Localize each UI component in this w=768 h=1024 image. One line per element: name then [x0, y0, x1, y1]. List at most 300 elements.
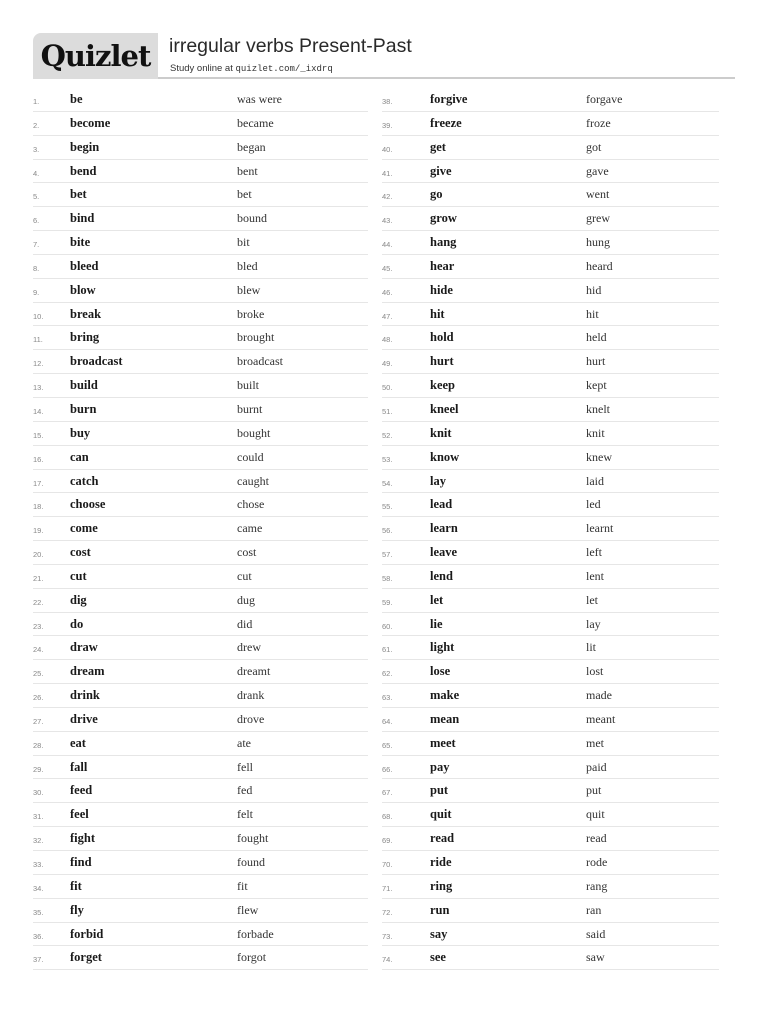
card-definition: bled — [237, 258, 258, 273]
card-number: 17. — [33, 478, 44, 488]
card-row — [382, 231, 719, 255]
card-definition: led — [586, 497, 601, 512]
card-term: eat — [70, 735, 86, 750]
card-definition: heard — [586, 258, 613, 273]
card-term: learn — [430, 521, 458, 536]
card-row — [382, 493, 719, 517]
card-number: 21. — [33, 573, 44, 583]
card-row — [382, 136, 719, 160]
card-definition: fed — [237, 783, 253, 798]
card-definition: put — [586, 783, 602, 798]
card-row — [382, 684, 719, 708]
card-number: 27. — [33, 716, 44, 726]
card-term: bite — [70, 235, 91, 250]
card-number: 29. — [33, 764, 44, 774]
card-number: 59. — [382, 597, 393, 607]
card-row — [33, 899, 368, 923]
card-definition: dreamt — [237, 664, 271, 679]
card-definition: quit — [586, 807, 605, 822]
card-definition: became — [237, 115, 274, 130]
study-link[interactable]: quizlet.com/_ixdrq — [235, 64, 333, 74]
card-number: 2. — [33, 120, 40, 130]
card-number: 52. — [382, 430, 393, 440]
card-row — [33, 803, 368, 827]
card-row — [33, 136, 368, 160]
card-number: 19. — [33, 526, 44, 536]
card-row — [33, 827, 368, 851]
card-number: 9. — [33, 287, 40, 297]
card-number: 70. — [382, 860, 393, 869]
card-row — [33, 660, 368, 684]
card-definition: froze — [586, 115, 611, 130]
card-definition: built — [237, 378, 260, 393]
card-definition: hit — [586, 306, 599, 321]
card-number: 45. — [382, 263, 393, 273]
card-number: 11. — [33, 335, 43, 345]
card-term: pay — [430, 759, 450, 774]
card-term: get — [430, 139, 446, 154]
card-row — [382, 422, 719, 446]
card-row — [33, 708, 368, 732]
card-term: give — [430, 163, 452, 178]
card-row — [382, 613, 719, 637]
card-definition: was were — [237, 92, 282, 106]
card-term: bind — [70, 211, 95, 226]
card-row — [382, 589, 719, 613]
card-number: 53. — [382, 454, 393, 464]
card-definition: rode — [586, 855, 608, 869]
card-term: let — [430, 592, 444, 607]
card-term: come — [70, 521, 98, 536]
card-number: 64. — [382, 716, 393, 726]
card-row — [33, 446, 368, 470]
card-definition: laid — [586, 473, 604, 488]
card-row — [33, 207, 368, 231]
card-definition: said — [586, 926, 606, 941]
card-row — [33, 279, 368, 303]
card-number: 32. — [33, 836, 44, 846]
card-definition: gave — [586, 163, 609, 178]
card-row — [382, 303, 719, 327]
card-number: 72. — [382, 907, 393, 917]
card-number: 57. — [382, 550, 393, 560]
card-term: buy — [70, 425, 91, 440]
card-number: 50. — [382, 383, 393, 393]
card-term: bet — [70, 187, 87, 202]
card-row — [33, 613, 368, 637]
card-row — [382, 446, 719, 470]
card-definition: knelt — [586, 401, 610, 416]
card-number: 1. — [33, 97, 40, 106]
card-number: 31. — [33, 812, 44, 822]
card-row — [382, 875, 719, 899]
card-number: 18. — [33, 502, 44, 512]
card-term: bend — [70, 163, 97, 178]
card-term: put — [430, 783, 449, 798]
card-row — [382, 207, 719, 231]
card-row — [382, 88, 719, 112]
card-number: 42. — [382, 192, 393, 202]
card-number: 3. — [33, 144, 40, 154]
card-row — [33, 88, 368, 112]
card-number: 74. — [382, 955, 393, 965]
card-number: 13. — [33, 383, 44, 393]
card-row — [33, 374, 368, 398]
card-definition: meant — [586, 711, 616, 726]
card-list-left — [33, 88, 368, 970]
card-definition: could — [237, 449, 264, 464]
card-definition: fit — [237, 878, 248, 893]
card-term: lend — [430, 568, 453, 583]
card-row — [33, 946, 368, 970]
card-number: 16. — [33, 454, 44, 464]
card-row — [33, 160, 368, 184]
card-definition: lay — [586, 616, 601, 631]
card-definition: chose — [237, 497, 265, 512]
card-term: feed — [70, 783, 93, 798]
card-list-right — [382, 88, 719, 970]
card-number: 4. — [33, 168, 40, 178]
card-term: go — [430, 187, 443, 202]
card-row — [33, 231, 368, 255]
card-term: break — [70, 306, 102, 321]
card-term: run — [430, 902, 450, 917]
card-term: hit — [430, 306, 445, 321]
card-number: 44. — [382, 240, 393, 250]
card-row — [33, 875, 368, 899]
card-number: 56. — [382, 526, 393, 536]
card-definition: bound — [237, 211, 267, 226]
card-row — [382, 565, 719, 589]
card-definition: made — [586, 688, 612, 703]
card-term: hurt — [430, 354, 454, 369]
card-row — [33, 684, 368, 708]
card-definition: ate — [237, 735, 251, 750]
card-definition: rang — [586, 878, 608, 893]
card-number: 26. — [33, 693, 44, 703]
card-number: 36. — [33, 931, 44, 941]
card-definition: fought — [237, 831, 269, 846]
card-row — [33, 350, 368, 374]
card-number: 28. — [33, 740, 44, 750]
card-row — [382, 851, 719, 875]
card-definition: held — [586, 330, 607, 345]
card-number: 46. — [382, 287, 393, 297]
card-definition: bet — [237, 187, 252, 202]
card-definition: went — [586, 187, 610, 202]
card-term: make — [430, 688, 460, 703]
card-row — [382, 374, 719, 398]
page-subtitle — [170, 63, 333, 74]
card-row — [382, 899, 719, 923]
card-term: mean — [430, 711, 460, 726]
card-term: forbid — [70, 926, 104, 941]
card-definition: bent — [237, 163, 258, 178]
card-number: 54. — [382, 478, 393, 488]
card-number: 63. — [382, 693, 393, 703]
card-term: see — [430, 950, 446, 965]
card-number: 51. — [382, 406, 393, 416]
card-number: 14. — [33, 406, 44, 416]
card-definition: felt — [237, 807, 253, 822]
card-row — [33, 493, 368, 517]
card-row — [382, 923, 719, 947]
card-term: read — [430, 831, 455, 846]
card-term: keep — [430, 378, 455, 393]
card-row — [382, 660, 719, 684]
card-definition: cost — [237, 545, 257, 560]
card-term: can — [70, 449, 89, 464]
card-term: cost — [70, 545, 91, 560]
card-row — [382, 946, 719, 970]
card-row — [33, 636, 368, 660]
card-definition: learnt — [586, 521, 614, 536]
card-definition: saw — [586, 950, 605, 965]
card-definition: broke — [237, 306, 265, 321]
card-term: draw — [70, 640, 98, 655]
card-row — [33, 541, 368, 565]
card-number: 33. — [33, 860, 44, 869]
card-term: quit — [430, 807, 452, 822]
card-definition: hid — [586, 282, 602, 297]
card-number: 35. — [33, 907, 44, 917]
card-term: burn — [70, 401, 97, 416]
card-definition: lost — [586, 664, 604, 679]
card-number: 48. — [382, 335, 393, 345]
card-term: begin — [70, 139, 100, 154]
card-row — [382, 112, 719, 136]
card-definition: lit — [586, 640, 597, 655]
card-number: 58. — [382, 573, 393, 583]
card-term: fight — [70, 831, 95, 846]
card-row — [382, 350, 719, 374]
card-term: catch — [70, 473, 99, 488]
card-definition: forbade — [237, 926, 274, 941]
card-term: build — [70, 378, 98, 393]
card-definition: met — [586, 735, 604, 750]
card-definition: did — [237, 616, 253, 631]
card-definition: paid — [586, 759, 607, 774]
card-term: dream — [70, 664, 105, 679]
card-row — [33, 851, 368, 875]
card-row — [382, 326, 719, 350]
card-number: 65. — [382, 740, 393, 750]
card-row — [33, 255, 368, 279]
card-term: hear — [430, 258, 455, 273]
card-term: kneel — [430, 401, 459, 416]
card-number: 23. — [33, 621, 44, 631]
card-number: 71. — [382, 883, 393, 893]
card-definition: forgave — [586, 92, 623, 106]
card-number: 61. — [382, 645, 393, 655]
card-row — [382, 636, 719, 660]
card-number: 43. — [382, 216, 393, 226]
card-definition: drew — [237, 640, 261, 655]
card-term: fall — [70, 759, 88, 774]
card-term: freeze — [430, 115, 462, 130]
card-number: 62. — [382, 669, 393, 679]
card-row — [33, 517, 368, 541]
card-term: hold — [430, 330, 454, 345]
card-number: 40. — [382, 144, 393, 154]
card-row — [33, 422, 368, 446]
card-term: cut — [70, 568, 87, 583]
card-term: bring — [70, 330, 100, 345]
card-term: broadcast — [70, 354, 123, 369]
card-term: hang — [430, 235, 457, 250]
card-row — [33, 303, 368, 327]
card-definition: hung — [586, 235, 610, 250]
card-term: lie — [430, 616, 443, 631]
card-term: lose — [430, 664, 451, 679]
card-definition: drank — [237, 688, 265, 703]
card-number: 39. — [382, 120, 393, 130]
card-definition: lent — [586, 568, 604, 583]
card-term: meet — [430, 735, 456, 750]
card-definition: brought — [237, 330, 275, 345]
page-header — [33, 33, 735, 79]
card-definition: flew — [237, 902, 259, 917]
card-number: 41. — [382, 168, 393, 178]
card-definition: began — [237, 139, 266, 154]
card-row — [33, 779, 368, 803]
card-number: 25. — [33, 669, 44, 679]
card-definition: ran — [586, 902, 602, 917]
card-term: drink — [70, 688, 100, 703]
card-term: blow — [70, 282, 96, 297]
card-definition: knit — [586, 425, 605, 440]
card-number: 55. — [382, 502, 393, 512]
card-term: find — [70, 855, 92, 869]
card-term: choose — [70, 497, 106, 512]
card-term: fly — [70, 902, 84, 917]
card-number: 47. — [382, 311, 393, 321]
card-number: 24. — [33, 645, 44, 655]
card-definition: hurt — [586, 354, 606, 369]
card-row — [382, 803, 719, 827]
card-definition: cut — [237, 568, 252, 583]
card-number: 38. — [382, 97, 393, 106]
card-definition: left — [586, 545, 602, 560]
card-number: 20. — [33, 550, 44, 560]
card-row — [382, 398, 719, 422]
card-number: 6. — [33, 216, 40, 226]
card-term: ring — [430, 878, 453, 893]
card-term: feel — [70, 807, 89, 822]
page-title: irregular verbs Present-Past — [169, 35, 412, 57]
card-row — [33, 470, 368, 494]
card-number: 30. — [33, 788, 44, 798]
card-number: 49. — [382, 359, 393, 369]
card-number: 68. — [382, 812, 393, 822]
card-term: forgive — [430, 92, 468, 106]
card-term: leave — [430, 545, 458, 560]
card-definition: got — [586, 139, 602, 154]
card-row — [382, 732, 719, 756]
card-row — [33, 398, 368, 422]
card-number: 10. — [33, 311, 44, 321]
card-term: say — [430, 926, 448, 941]
card-row — [382, 255, 719, 279]
card-definition: burnt — [237, 401, 263, 416]
card-term: do — [70, 616, 84, 631]
card-row — [382, 756, 719, 780]
quizlet-logo: Quizlet — [33, 33, 158, 79]
card-definition: blew — [237, 282, 261, 297]
card-definition: dug — [237, 592, 255, 607]
card-row — [33, 326, 368, 350]
card-definition: bought — [237, 425, 271, 440]
card-number: 66. — [382, 764, 393, 774]
card-row — [33, 732, 368, 756]
card-number: 34. — [33, 883, 44, 893]
card-definition: bit — [237, 235, 250, 250]
card-definition: broadcast — [237, 354, 283, 369]
card-term: lay — [430, 473, 446, 488]
card-definition: read — [586, 831, 607, 846]
card-row — [382, 541, 719, 565]
card-definition: forgot — [237, 950, 267, 965]
card-definition: knew — [586, 449, 612, 464]
card-row — [33, 565, 368, 589]
card-number: 12. — [33, 359, 44, 369]
card-term: grow — [430, 211, 457, 226]
card-number: 67. — [382, 788, 393, 798]
card-number: 37. — [33, 955, 44, 965]
card-row — [33, 589, 368, 613]
card-row — [382, 517, 719, 541]
card-number: 73. — [382, 931, 393, 941]
card-term: forget — [70, 950, 102, 965]
card-row — [33, 112, 368, 136]
card-row — [382, 470, 719, 494]
card-row — [33, 183, 368, 207]
card-row — [382, 279, 719, 303]
subtitle-prefix: Study online at — [170, 63, 236, 74]
card-term: lead — [430, 497, 453, 512]
card-row — [382, 827, 719, 851]
card-term: become — [70, 115, 111, 130]
card-definition: caught — [237, 473, 269, 488]
card-number: 60. — [382, 621, 393, 631]
card-row — [382, 708, 719, 732]
card-term: bleed — [70, 258, 99, 273]
card-term: dig — [70, 592, 87, 607]
card-number: 15. — [33, 430, 44, 440]
card-definition: found — [237, 855, 265, 869]
card-term: hide — [430, 282, 453, 297]
card-definition: drove — [237, 711, 265, 726]
card-row — [382, 160, 719, 184]
card-definition: let — [586, 592, 598, 607]
card-term: be — [70, 92, 83, 106]
card-term: drive — [70, 711, 98, 726]
card-number: 8. — [33, 263, 40, 273]
card-number: 7. — [33, 240, 40, 250]
card-number: 69. — [382, 836, 393, 846]
card-term: light — [430, 640, 455, 655]
card-row — [382, 779, 719, 803]
card-definition: kept — [586, 378, 607, 393]
card-row — [33, 756, 368, 780]
header-rule — [158, 77, 735, 79]
card-definition: came — [237, 521, 263, 536]
card-number: 22. — [33, 597, 44, 607]
card-term: fit — [70, 878, 82, 893]
card-row — [382, 183, 719, 207]
card-row — [33, 923, 368, 947]
card-definition: fell — [237, 759, 253, 774]
